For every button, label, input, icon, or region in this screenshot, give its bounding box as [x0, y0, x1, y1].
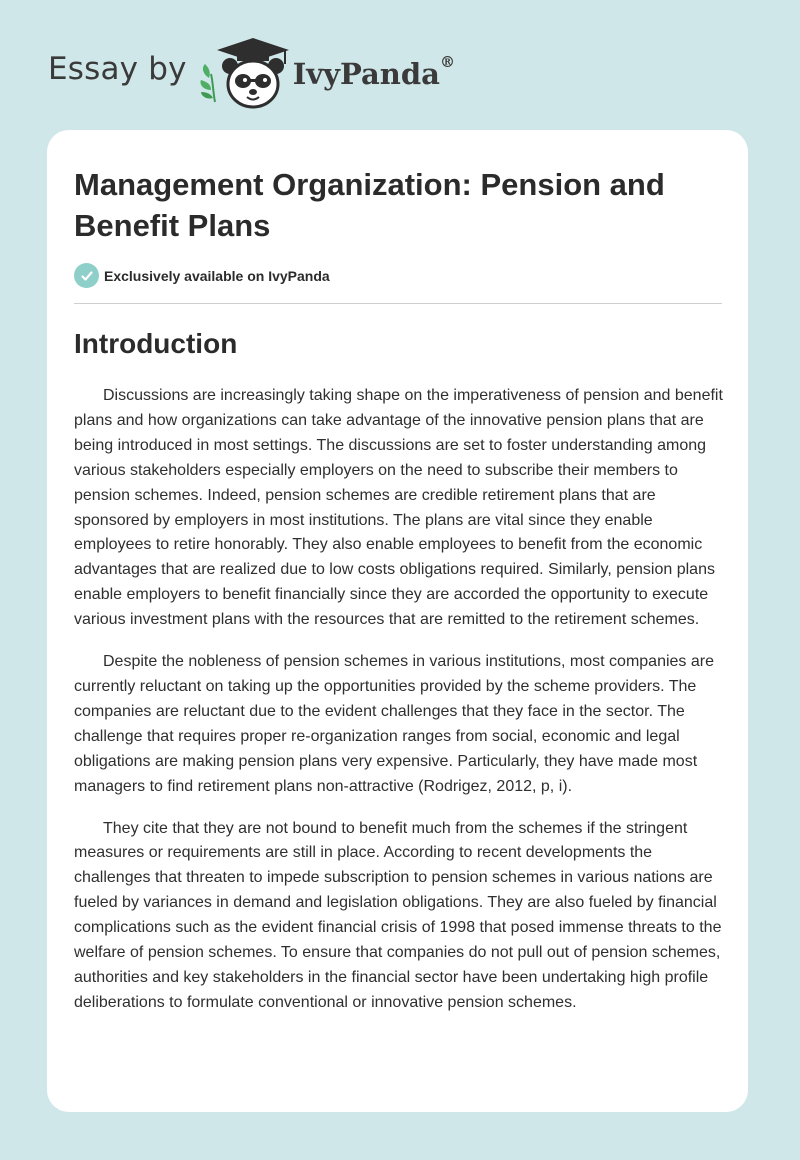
paragraph: They cite that they are not bound to benefit much from the schemes if the stringent measures or requirements are still in place. According to recent developments the challenges that threaten to impede subscription to pension schemes in various nations are fueled by variances in demand and legislation obligations. They are also fueled by financial complications such as the evident financial crisis of 1998 that posed immense threats to the welfare of pension schemes. To ensure that companies do not pull out of pension schemes, authorities and key stakeholders in the financial sector have been undertaking high profile deliberations to formulate conventional or innovative pension schemes.: [74, 819, 722, 1011]
badge-label: Exclusively available on IvyPanda: [104, 267, 330, 284]
brand-name[interactable]: IvyPanda®: [292, 53, 455, 91]
checkmark-icon: [74, 263, 99, 288]
site-header: [48, 34, 455, 110]
panda-logo-icon[interactable]: [195, 34, 291, 110]
paragraph: Discussions are increasingly taking shape on the imperativeness of pension and benefit plans and how organizations can take advantage of the innovative pension plans that are being introduced in most settings. The discussions are set to foster understanding among various stakeholders especially employers on the need to subscribe their members to pension schemes. Indeed, pension schemes are credible retirement plans that are sponsored by employers in most institutions. The plans are vital since they enable employees to retire honorably. They also enable employees to benefit from the economic advantages that are realized due to low costs obligations required. Similarly, pension plans enable employers to benefit financially since they are accorded the opportunity to execute various investment plans with the resources that are remitted to the retirement schemes.: [74, 387, 723, 629]
section-heading: Introduction: [74, 328, 238, 359]
page-title: Management Organization: Pension and Benefit Plans: [74, 167, 665, 243]
divider: [74, 303, 722, 304]
registered-mark: ®: [439, 53, 455, 71]
article-body: [74, 384, 729, 1033]
article-card: [47, 130, 748, 1112]
paragraph: Despite the nobleness of pension schemes in various institutions, most companies are currently reluctant on taking up the opportunities provided by the scheme providers. The companies are reluctant due to the evident challenges that they face in the sector. The challenge that requires proper re-organization ranges from social, economic and legal obligations are making pension plans very expensive. Particularly, they have made most managers to find retirement plans non-attractive (Rodrigez, 2012, p, i).: [74, 653, 714, 795]
essay-by-label: Essay by: [48, 51, 187, 87]
exclusive-badge: [74, 263, 330, 288]
